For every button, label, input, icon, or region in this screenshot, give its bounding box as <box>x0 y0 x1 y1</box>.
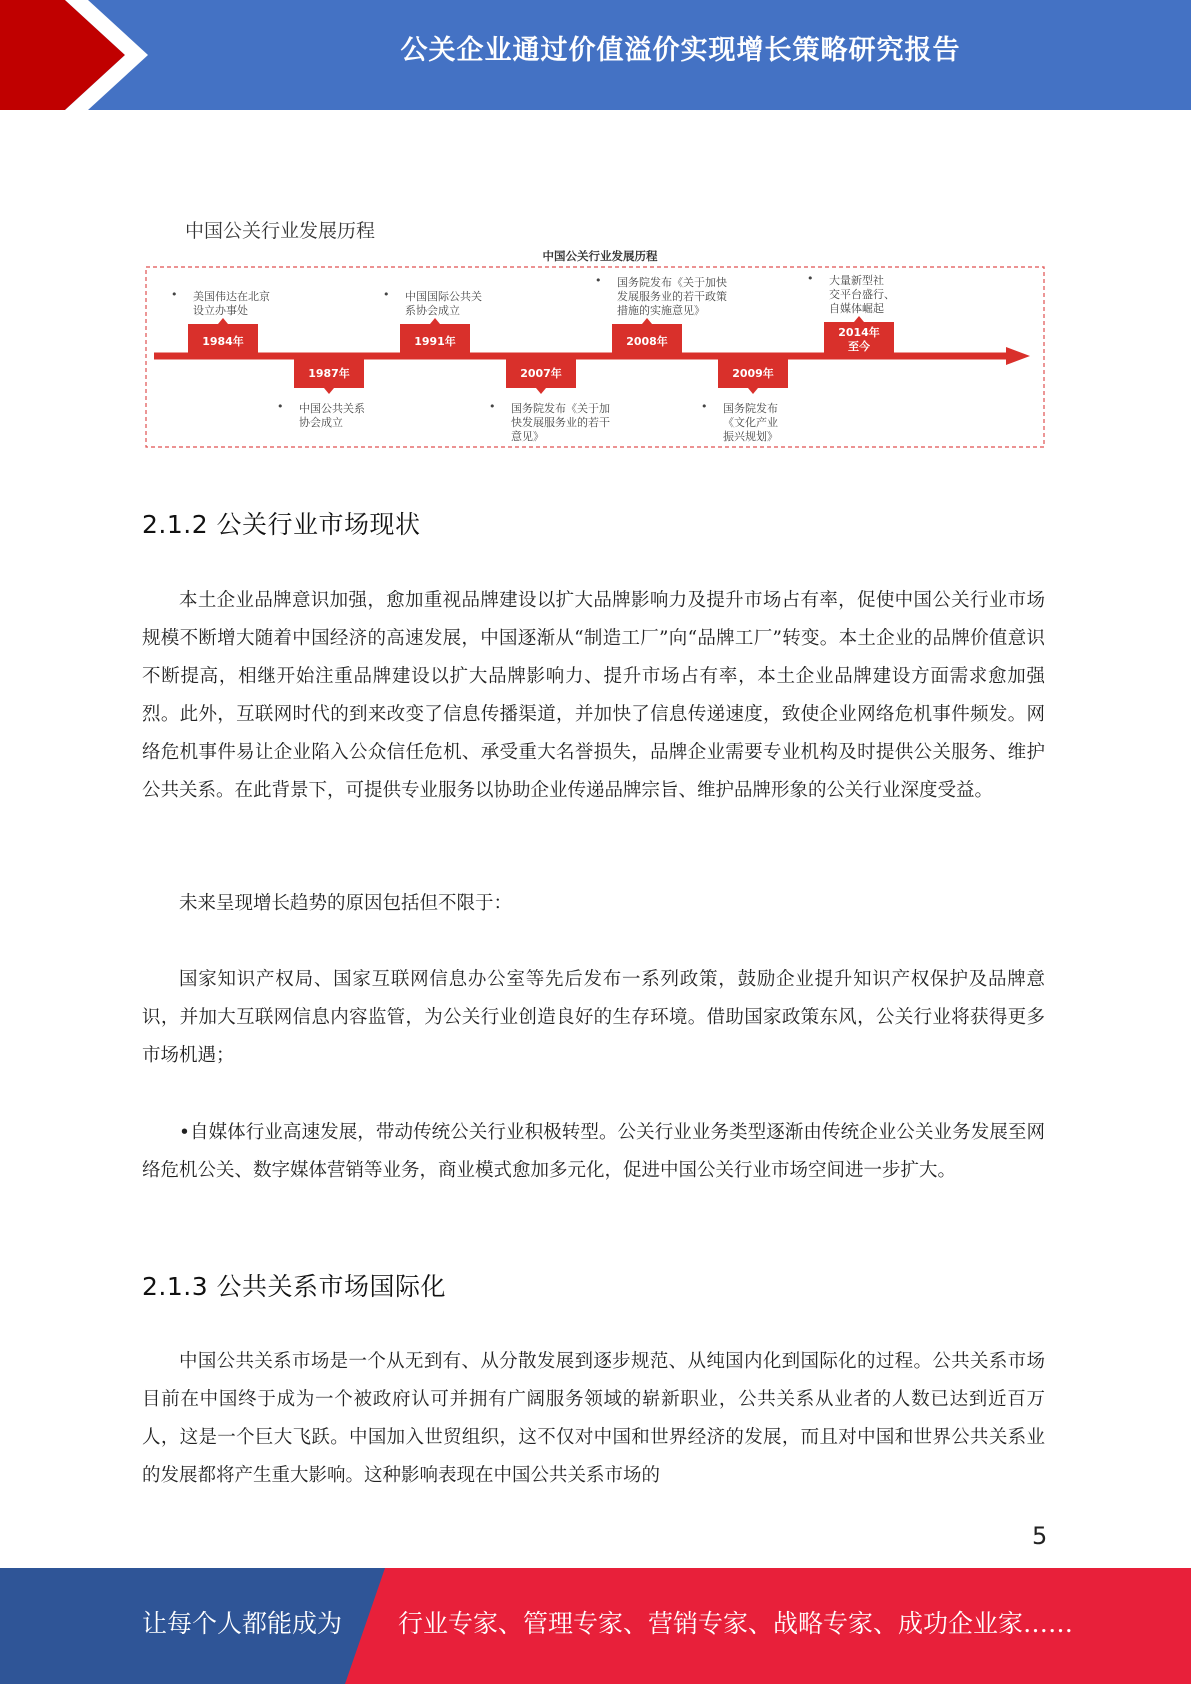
event-description: 《文化产业 <box>723 416 778 429</box>
year-label: 2008年 <box>626 335 668 348</box>
section-heading-2-1-2: 2.1.2 公关行业市场现状 <box>142 510 421 539</box>
event-description: 中国国际公共关 <box>405 290 482 303</box>
header-chevron-logo <box>0 0 160 110</box>
bullet-dot: • <box>595 274 602 287</box>
year-pointer <box>854 316 864 322</box>
paragraph-policy: 国家知识产权局、国家互联网信息办公室等先后发布一系列政策，鼓励企业提升知识产权保护及品牌意识，并加大互联网信息内容监管，为公关行业创造良好的生存环境。借助国家政策东风，公关行业将获得更多市场机遇； <box>142 969 1045 1066</box>
event-description: 发展服务业的若干政策 <box>617 290 727 303</box>
event-description: 设立办事处 <box>193 304 248 317</box>
page-header <box>0 0 1191 110</box>
timeline-arrowhead <box>1006 347 1030 365</box>
page-footer <box>0 1568 1191 1684</box>
year-label: 至今 <box>848 340 870 353</box>
event-description: 意见》 <box>511 430 544 443</box>
event-description: 振兴规划》 <box>723 430 778 443</box>
timeline-event <box>807 272 895 356</box>
year-pointer <box>748 388 758 394</box>
year-label: 2009年 <box>732 367 774 380</box>
timeline-event <box>489 356 610 443</box>
timeline-event <box>171 288 270 356</box>
event-description: 中国公共关系 <box>299 402 365 415</box>
paragraph-growth-reasons-intro: 未来呈现增长趋势的原因包括但不限于： <box>179 893 513 914</box>
year-pointer <box>324 388 334 394</box>
footer-slogan-left: 让每个人都能成为 <box>142 1609 343 1638</box>
event-description: 国务院发布《关于加 <box>511 402 610 415</box>
event-description: 大量新型社 <box>829 274 884 287</box>
event-description: 系协会成立 <box>405 304 460 317</box>
year-pointer <box>218 318 228 324</box>
year-label: 1987年 <box>308 367 350 380</box>
year-pointer <box>536 388 546 394</box>
bullet-dot: • <box>807 272 814 285</box>
paragraph-internationalization: 中国公共关系市场是一个从无到有、从分散发展到逐步规范、从纯国内化到国际化的过程。公共关系市场目前在中国终于成为一个被政府认可并拥有广阔服务领域的崭新职业，公共关系从业者的人数已达到近百万人，这是一个巨大飞跃。中国加入世贸组织，这不仅对中国和世界经济的发展，而且对中国和世界公共关系业的发展都将产生重大影响。这种影响表现在中国公共关系市场的 <box>142 1351 1045 1486</box>
bullet-dot: • <box>277 400 284 413</box>
year-pointer <box>430 318 440 324</box>
bullet-dot: • <box>383 288 390 301</box>
timeline-event <box>595 274 727 356</box>
bullet-dot: • <box>489 400 496 413</box>
year-label: 2007年 <box>520 367 562 380</box>
bullet-dot: • <box>701 400 708 413</box>
year-label: 1984年 <box>202 335 244 348</box>
event-description: 交平台盛行、 <box>829 288 895 301</box>
year-pointer <box>642 318 652 324</box>
year-label: 1991年 <box>414 335 456 348</box>
paragraph-market-status: 本土企业品牌意识加强，愈加重视品牌建设以扩大品牌影响力及提升市场占有率，促使中国公关行业市场规模不断增大随着中国经济的高速发展，中国逐渐从“制造工厂”向“品牌工厂”转变。本土企业的品牌价值意识不断提高，相继开始注重品牌建设以扩大品牌影响力、提升市场占有率，本土企业品牌建设方面需求愈加强烈。此外，互联网时代的到来改变了信息传播渠道，并加快了信息传递速度，致使企业网络危机事件频发。网络危机事件易让企业陷入公众信任危机、承受重大名誉损失，品牌企业需要专业机构及时提供公关服务、维护公共关系。在此背景下，可提供专业服务以协助企业传递品牌宗旨、维护品牌形象的公关行业深度受益。 <box>142 590 1045 801</box>
year-label: 2014年 <box>838 326 880 339</box>
event-description: 措施的实施意见》 <box>617 304 705 317</box>
footer-slogan-right: 行业专家、管理专家、营销专家、战略专家、成功企业家…… <box>398 1609 1074 1638</box>
event-description: 国务院发布 <box>723 402 778 415</box>
timeline-figure <box>140 246 1050 456</box>
timeline-event <box>277 356 365 429</box>
bullet-dot: • <box>171 288 178 301</box>
event-description: 快发展服务业的若干 <box>511 416 610 429</box>
timeline-event <box>701 356 788 443</box>
event-description: 美国伟达在北京 <box>193 290 270 303</box>
paragraph-self-media: •自媒体行业高速发展，带动传统公关行业积极转型。公关行业业务类型逐渐由传统企业公关业务发展至网络危机公关、数字媒体营销等业务，商业模式愈加多元化，促进中国公关行业市场空间进一步扩大。 <box>142 1122 1045 1181</box>
page-number: 5 <box>1032 1522 1048 1550</box>
event-description: 自媒体崛起 <box>829 302 884 315</box>
section-heading-2-1-3: 2.1.3 公共关系市场国际化 <box>142 1272 447 1301</box>
figure-caption: 中国公关行业发展历程 <box>185 220 376 242</box>
timeline-event <box>383 288 482 356</box>
event-description: 协会成立 <box>299 416 343 429</box>
report-title: 公关企业通过价值溢价实现增长策略研究报告 <box>400 35 961 66</box>
timeline-title: 中国公关行业发展历程 <box>542 249 658 263</box>
event-description: 国务院发布《关于加快 <box>617 276 727 289</box>
